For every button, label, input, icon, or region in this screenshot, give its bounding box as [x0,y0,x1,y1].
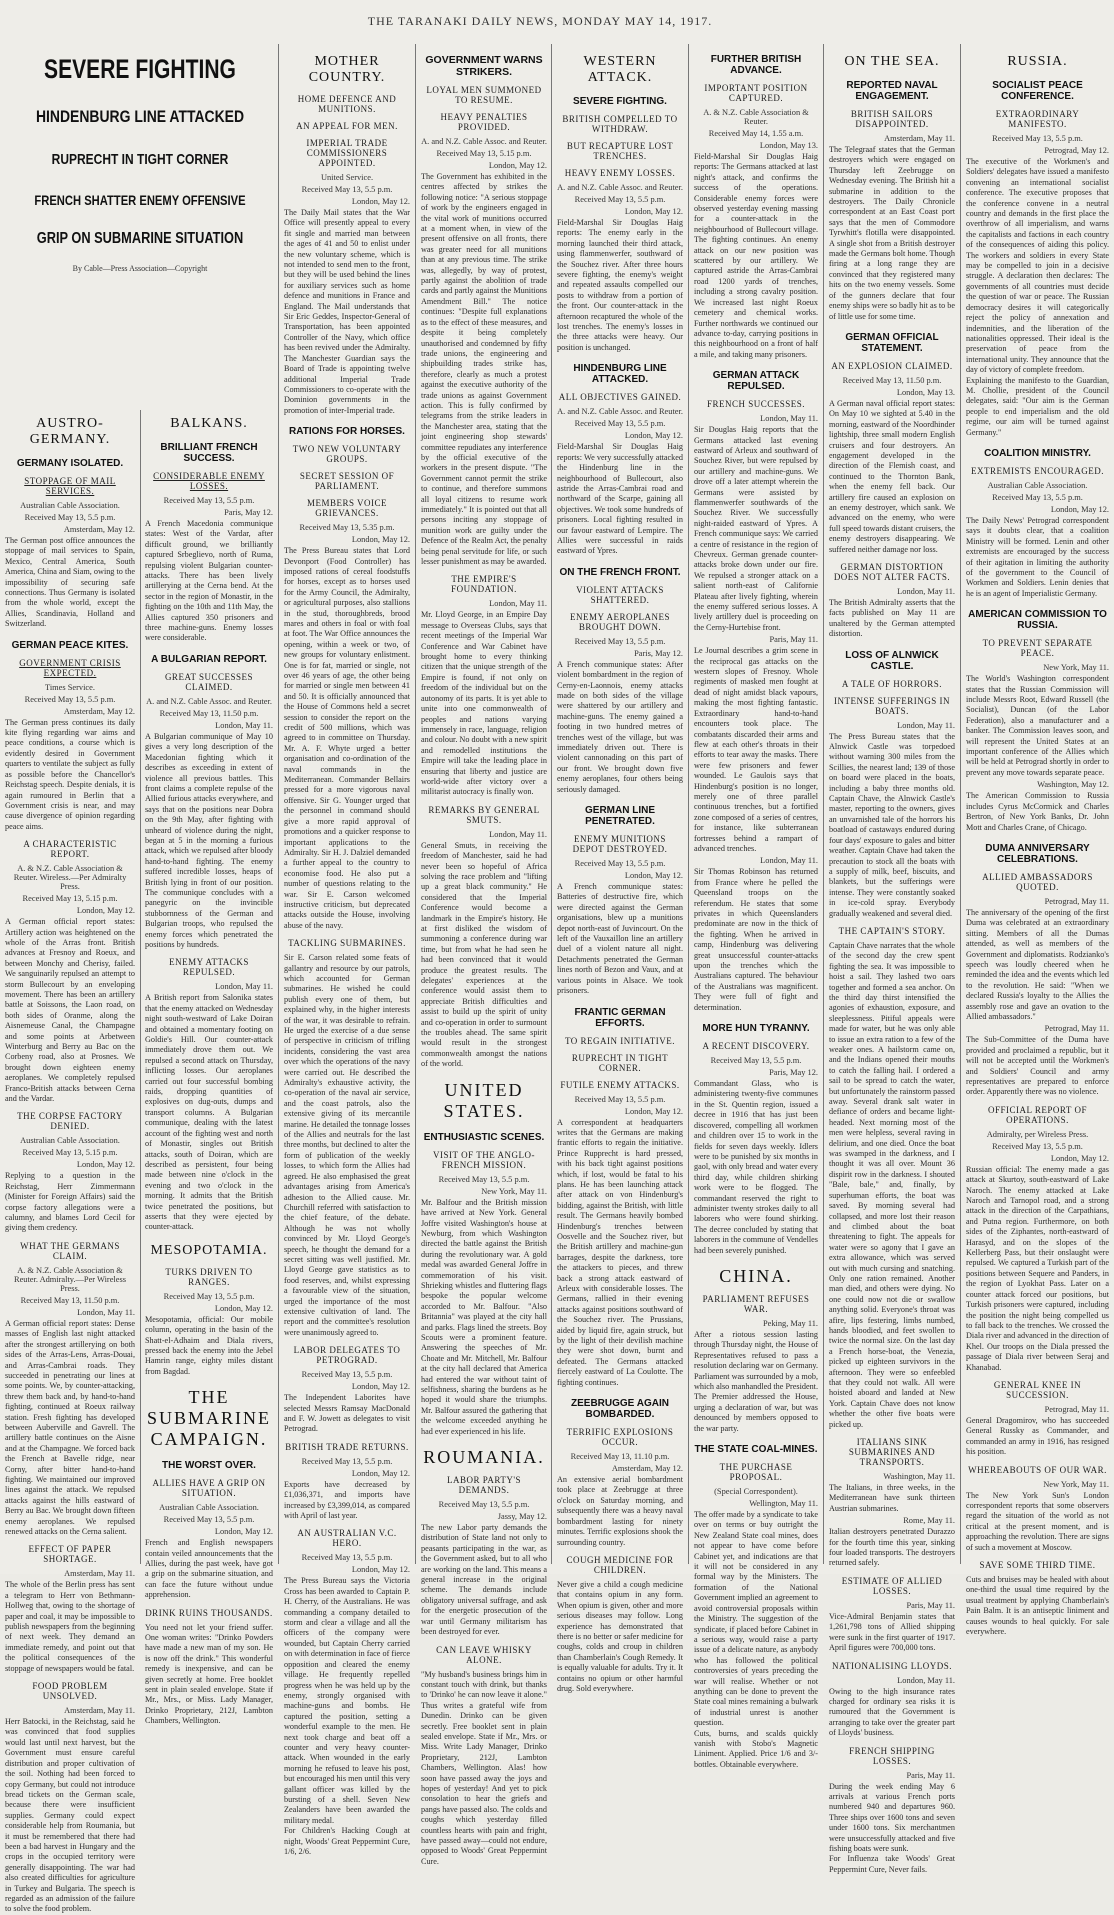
article-body: Herr Batocki, in the Reichstag, said he was convinced that food supplies would last until next harvest, but the Government must ensure careful distribution and proper cultivation of the soil. Nothing had been forced to copy Germany, but could not introduce bread tickets on the German scale, because there were insufficient supplies. Germany could expect considerable help from Roumania, but it must be remembered that there had been a bad harvest in Hungary and the crops in the occupied territory were generally disappointing. The war had also created difficulties for agriculture in Turkey and Bulgaria. The speech is regarded as an admission of the failure to solve the food problem. [5,1717,135,1914]
article-body: Field-Marshal Sir Douglas Haig reports: The enemy early in the morning launched their third attack, using flammenwerfer, southward of the Souchez river. After three hours severe fighting, the enemy's weight and repeated assaults compelled our posts to withdraw from a portion of the front. Our counter-attack in the afternoon recaptured the whole of the lost trenches. The enemy's losses in the three attacks were heavy. Our position is unchanged. [557,218,683,352]
subheading: THE CAPTAIN'S STORY. [838,925,946,936]
article-body: Italian destroyers penetrated Durazzo for the fourth time this year, sinking four loaded transports. The destroyers returned safely. [829,1527,955,1568]
article-body: The British Admiralty asserts that the facts published on May 11 are unaltered by the German attempted distortion. [829,598,955,639]
received: Received May 13, 11.50 p.m. [159,708,259,718]
article-body: The new Labor party demands the distribution of State land not only to peasants participating in the war, as the Government asked, but to all who are working on the land. This means a general increase in the original scheme. The demands include obligatory universal suffrage, and ask for the energetic prosecution of the war until Germany militarism has been destroyed for ever. [421,1523,547,1637]
dateline: Amsterdam, May 12. [63,525,135,534]
article-title: GERMANY ISOLATED. [16,458,124,469]
article-body: After a riotous session lasting through Thursday night, the House of Representatives refused to pass a resolution declaring war on Germany. Parliament was surrounded by a mob, which also manhandled the President. The Premier addressed the House, urging a declaration of war, but was denounced by members opposed to the war party. [694,1329,818,1433]
article-body: Mr. Lloyd George, in an Empire Day message to Overseas Clubs, says that recent meetings of the Imperial War Conference and War Cabinet have brought home to every thinking citizen that the unique strength of the Empire is found, if not only on freedom of the individual but on the autonomy of its parts. It is yet able to unite into one commonwealth of peoples and nations varying immensely in race, language, religion and colour. No doubt with a new spirit and remodelled institutions the Empire will take the leading place in ensuring that liberty and justice are world-wide after victory over a militarist autocracy is finally won. [421,610,547,797]
dateline: London, May 11. [760,856,818,866]
credit: Australian Cable Association. [159,1503,259,1513]
dateline: London, May 12. [351,197,410,206]
subheading: TO PREVENT SEPARATE PEACE. [982,638,1093,659]
headline-ruprecht: RUPRECHT IN TIGHT CORNER [51,151,229,168]
credit: United Service. [320,173,374,182]
article-body: General Smuts, in receiving the freedom of Manchester, said he had never been so hopeful of Africa solving the race problem and "lifting up a great black community." He considered that the Imperial Conference would become a landmark in the Empire's history. He at first disliked the wisdom of summoning a conference during war time, but from what he had seen he had been convinced that it would produce the greatest results. The delegates' experiences at the conference would assist them to appreciate British difficulties and assist to build up the spirit of unity and co-operation in order to surmount the troubles ahead. The same spirit would result in the strongest commonwealth amongst the nations of the world. [421,840,547,1069]
dateline: Amsterdam, May 12. [611,1464,683,1474]
article-body: General Dragomirov, who has succeeded General Russky as Commander, and commanded an army in 1916, has resigned his position. [966,1415,1109,1457]
article-title: SOCIALIST PEACE CONFERENCE. [992,80,1083,102]
column-western-attack [552,44,688,1693]
article-body: Explaining the manifesto to the Guardian, M. Chollie, president of the Council delegates, said: "Our aim is the German people to end imperialism and the old regime, our aim will be turned against Germany." [966,375,1109,437]
subheading: GERMAN DISTORTION DOES NOT ALTER FACTS. [833,562,951,582]
headline-submarine: GRIP ON SUBMARINE SITUATION [36,230,244,247]
subheading: TACKLING SUBMARINES. [288,938,406,949]
received: Received May 13, 5.15 p.m. [22,894,118,904]
article-body: A British report from Salonika states that the enemy attacked on Wednesday night south-westward of Lake Doiran and obtained a momentary footing on Goldie's Hill. Our counter-attack immediately drove them out. We repulsed a second attack on Thursday, inflicting losses. Our aeroplanes carried out four successful bombing raids, dropping quantities of explosives on dug-outs, dumps and transport columns. A Bulgarian communique, dealing with the latest account of the fighting west and north of Monastir, singles out British attacks, south of Doiran, which are described as persistent, four being made between nine o'clock in the evening and two o'clock in the morning. It admits that the British twice penetrated the positions, but asserts that they were ejected by counter-attack. [145,993,273,1232]
article-title: GOVERNMENT WARNS STRIKERS. [425,54,543,78]
dateline: London, May 11. [77,1307,135,1317]
dateline: Paris, May 12. [769,1068,818,1078]
subheading: A CHARACTERISTIC REPORT. [23,839,117,860]
dateline: London, May 11. [489,829,547,839]
subheading: ALL OBJECTIVES GAINED. [558,392,682,403]
article-body: The Sub-Committee of the Duma have provided and proclaimed a republic, but it will not be accepted until the Workmen's and Soldiers' Council and army representatives are prepared to enforce order. Apparently there was no violence. [966,1035,1109,1097]
dateline: London, May 11. [897,587,955,596]
credit: A. and N.Z. Cable Assoc. and Reuter. [557,183,683,192]
dateline: London, May 12. [76,906,135,916]
subheading: BUT RECAPTURE LOST TRENCHES. [566,141,674,161]
dateline: London, May 12. [351,1565,410,1575]
subheading: ITALIANS SINK SUBMARINES AND TRANSPORTS. [848,1437,936,1468]
article-body: The Press Bureau states that the Alnwick Castle was torpedoed without warning 300 miles from the Scillies, the nearest land; 139 of those on board were placed in the boats, including a baby three months old. Captain Chave, the Alnwick Castle's master, reporting to the owners, gives an unvarnished tale of the horrors his boatload of castaways endured during four days' exposure to gales and bitter weather. Captain Chave had taken the precaution to stock all the boats with a supply of milk, beef, biscuits, and blankets, but the sufferings were intense. They were constantly soaked in ice-cold spray. Everybody gradually weakened and several died. [829,731,955,918]
article-title: A BULGARIAN REPORT. [151,653,267,665]
article-body: Mesopotamia, official: Our mobile column, operating in the basin of the Shatt-el-Adhaim and Diala rivers, pressed back the enemy into the Jebel Hamrin range, eighty miles distant from Bagdad. [145,1314,273,1376]
credit: Times Service. [45,682,95,692]
headline-hindenburg: HINDENBURG LINE ATTACKED [35,107,245,126]
dateline: London, May 12. [351,1468,410,1478]
dateline: London, May 11. [215,720,273,730]
subheading: HEAVY ENEMY LOSSES. [564,168,676,178]
dateline: London, May 12. [214,1303,273,1313]
article-body: A German official report states: Artillery action was heightened on the whole of the Arras front. British advances at Fresnoy and Roeux, and between Monchy and Cherisy, failed. We sanguinarily repulsed an attempt to storm Bullecourt by an enveloping movement. There has been an artillery battle at Soissons, the Laon road, on both sides of Oranme, along the Aisnemeuse Canal, the Champagne and some points at Arbetween Winterburg and Berry au Bac on the Corbeny road, also at Prosnes. We brought down eighteen enemy aeroplanes. We completely repulsed Franco-British attacks between Cerna and the Vardar. [5,917,135,1104]
masthead: THE TARANAKI DAILY NEWS, MONDAY MAY 14, 1917. [367,14,713,28]
article-body: The Government has exhibited in the centres affected by strikes the following notice: "A serious stoppage of work by the engineers engaged in the vital work of munitions occurred at a moment when, in view of the present offensive on all fronts, there was greater need for all munitions than at any previous time. The strike was, allegedly, by way of protest, partly against the abolition of trade cards and partly against the Munitions Amendment Bill." The notice continues: "Despite full explanations as to the effect of these measures, and despite it being completely unauthorised and condemned by fifty trade unions, the engineering and shipbuilding trades strike has, therefore, clearly as much a protest against the executive authority of the trade unions as against Government action. This is fully confirmed by telegrams from the strike leaders in the Manchester area, stating that the joint engineering shop stewards' committee repudiates any interference by the official executive of the workers in the present dispute. "The Government cannot permit the strike to continue, and therefore summons all loyal citizens to resume work immediately." It is pointed out that all persons inciting any stoppage of munition work are guilty under the Defence of the Realm Act, the penalty being penal servitude for life, or such lesser punishment as may be awarded. [421,172,547,567]
credit: A. & N.Z. Cable Association & Reuter. [703,108,809,126]
subheading: STOPPAGE OF MAIL SERVICES. [24,476,116,496]
dateline: Petrograd, May 11. [1044,896,1109,906]
credit: A. and N.Z. Cable Assoc. and Reuter. [557,407,683,417]
section-title: ROUMANIA. [423,1447,545,1468]
dateline: London, May 12. [351,1382,410,1392]
subheading: DRINK RUINS THOUSANDS. [145,1607,273,1618]
subheading: TWO NEW VOLUNTARY GROUPS. [292,444,402,465]
subheading: PARLIAMENT REFUSES WAR. [702,1293,810,1314]
article-body: Mr. Balfour and the British mission have arrived at New York. General Joffre visited Washington's house at Newburg, from which Washington directed the battle against the British during the revolutionary war. A gold medal was awarded General Joffre in commemoration of his visit. Shrieking whistles and fluttering flags bespoke the popular welcome accorded to Mr. Balfour. "Also Britannia" was played at the city hall and parks. Flags lined the streets. Boy Scouts were a prominent feature. Answering the speeches of Mr. Choate and Mr. Mitchell, Mr. Balfour at the city hall declared that America had entered the war without taint of selfishness, sharing the burdens as he hoped it would share the triumphs. Mr. Balfour assured the gathering that the welcome exceeded anything he had ever experienced in his life. [421,1197,547,1436]
credit: (Special Correspondent). [714,1487,798,1497]
received: Received May 13, 5.15 p.m. [436,149,532,158]
dateline: London, May 11. [897,720,955,730]
article-body: The Independent Laborites have selected Messrs Ramsay MacDonald and F. W. Jowett as delegates to visit Petrograd. [284,1393,410,1434]
dateline: Paris, May 11. [906,1600,955,1610]
received: Received May 13, 5.5 p.m. [992,492,1083,502]
article-body: A correspondent at headquarters writes that the Germans are making frantic efforts to regain the initiative. Prince Rupprecht is hard pressed, with his back tight against positions which, if lost, would be fatal to his plans. He has been launching attack after attack on von Hindenburg's bidding, against the British, with little result. The Germans heavily bombed Hindenburg's trenches between Oosvelle and the Souchez river, but the British artillery and machine-gun barrages, despite the darkness, tore the attackers to pieces, and threw back a strong attack eastward of Arleux with considerable losses. The Germans, rallied in their evening attacks against positions southward of the Souchez river. The Prussians, aided by liquid fire, again struck, but by the light of their devilish machine they were shot down, burnt and defeated. The Germans attacked fiercely eastward of La Coulotte. The fighting continues. [557,1117,683,1387]
advertisement: Cuts, burns, and scalds quickly vanish with Stobo's Magnetic Liniment. Applied. Price 1/6 and 3/- bottles. Obtainable everywhere. [694,1728,818,1769]
article-body: The German post office announces the stoppage of mail services to Spain, Mexico, Central America, South America, China and Siam, owing to the impossibility of securing safe connections. Thus Germany is isolated from the whole world, except the Allies, Scandinavia, Holland and Switzerland. [5,536,135,629]
advertisement: "My husband's business brings him in constant touch with drink, but thanks to 'Drinko' he can now leave it alone." Thus writes a grateful wife from Dunedin. Drinko can be given secretly. Free booklet sent in plain sealed envelope. State if Mr., Mrs. or Miss. Write Lady Manager, Drinko Proprietary, 212J, Lambton Chambers, Wellington. Alas! how soon have passed away the joys and hopes of yesterday! And yet to pick consolation to hear the griefs and pangs have passed also. The colds and coughs which yesterday filled countless hearts with pain and fright, have passed away—could not endure, opposed to Woods' Great Peppermint Cure. [421,1669,547,1866]
dateline: Amsterdam, May 11. [884,134,955,143]
subheading: LABOR PARTY'S DEMANDS. [446,1475,522,1496]
subheading: THE EMPIRE'S FOUNDATION. [451,574,517,595]
subheading: ALLIES HAVE A GRIP ON SITUATION. [152,1478,266,1499]
dateline: Paris, May 12. [224,508,273,517]
column-russia [961,44,1114,1637]
section-title: ON THE SEA. [844,54,940,69]
credit: A. and N.Z. Cable Assoc. and Reuter. [421,137,547,146]
subheading: BRITISH COMPELLED TO WITHDRAW. [562,114,678,134]
article-title: SEVERE FIGHTING. [573,96,667,107]
section-title: MESOPOTAMIA. [150,1242,268,1258]
article-body: A German official report states: Dense masses of English last night attacked after the strongest artillerying on both sides of the Arras-Lens, Arras-Douai, and Arras-Cambrai roads. They succeeded in penetrating our lines at some points. We, by counter-attacking, threw them back and, by hand-to-hand fighting, continued at Roeux railway station. Fresh fighting has developed between Auberville and Gavrell. The artillery battle continues on the Aisne and at the Champagne. We forced back the French at Bavelle ridge, near Corny, after bitter hand-to-hand fighting. We maintained our improved lines against the attack. We repulsed attacks against the hills eastward of Berry au Bac. We brought down fifteen enemy aeroplanes. We repulsed renewed attacks on the Cerna salient. [5,1318,135,1536]
credit: Australian Cable Association. [20,501,120,510]
dateline: London, May 13. [759,141,818,150]
received: Received May 13, 11.50 p.m. [842,375,942,385]
article-title: THE WORST OVER. [162,1460,256,1472]
dateline: Petrograd, May 11. [1044,1404,1109,1414]
column-government-warns [416,44,552,1866]
received: Received May 13, 5.5 p.m. [992,134,1083,143]
article-title: MORE HUN TYRANNY. [702,1023,810,1035]
received: Received May 13, 5.5 p.m. [301,1456,393,1466]
received: Received May 13, 5.15 p.m. [22,1148,118,1158]
headline-french-shatter: FRENCH SHATTER ENEMY OFFENSIVE [34,192,246,208]
article-body: A French communique states: Batteries of destructive fire, which were directed against the German organisations, blew up a munitions depot north-east of Juvincourt. On the left of the Vauxaillon line an artillery duel of a violent nature all night. Detachments penetrated the German lines north of Bezon and Vaux, and at various points in Alsace. We took prisoners. [557,882,683,996]
received: Received May 13, 5.5 p.m. [163,1515,255,1525]
dateline: London, May 12. [488,161,547,170]
article-body: Owing to the high insurance rates charged for ordinary sea risks it is rumoured that the Government is arranging to take over the greater part of Lloyds' business. [829,1686,955,1738]
received: Received May 13, 5.5 p.m. [992,1141,1083,1151]
article-body: During the week ending May 6 arrivals at various French ports numbered 940 and departures 960. Three ships over 1600 tons and seven under 1600 tons. Six merchantmen were unsuccessfully attacked and five fishing boats were sunk. [829,1781,955,1853]
article-title: ON THE FRENCH FRONT. [559,566,681,578]
subheading: LOYAL MEN SUMMONED TO RESUME. [426,85,542,105]
credit: A. & N.Z. Cable Association & Reuter. Admiralty.—Per Wireless Press. [13,1265,126,1293]
article-body: The Press Bureau states that Lord Devonport (Food Controller) has imposed rations of cereal foodstuffs for horses, except as to horses used for the Army Council, the Admiralty, or agricultural purposes, also stallions in the stud, thoroughbreds, brood mares and others in foal or with foal at foot. The War Office announces the opening, within a week or two, of new groups for voluntary enlistment. One is for fat, married or single, not over 46 years of age, the other being for married or single men between 41 and 50. It is officially announced that the House of Commons held a secret session to consider the report on the credit of 500 millions, which was agreed to in committee on Thursday. Mr. A. F. Whyte urged a better organisation and co-ordination of the naval commands in the Mediterranean. Commander Bellairs pressed for a more vigorous naval offensive. Sir G. Younger urged that the personnel in command should give a more rapid approval of promotions and a quicker response to important applications to the Admiralty. Sir H. J. Dalziel demanded a further appeal to the country to economise food. He also put a number of questions relating to the war. Sir E. Carson welcomed instructive criticism, but deprecated attacks outside the House, involving abuse of the navy. [284,546,410,930]
dateline: London, May 12. [1050,504,1109,514]
dateline: London, May 11. [489,599,547,609]
dateline: New York, May 11. [1043,1479,1109,1489]
article-title: ZEEBRUGGE AGAIN BOMBARDED. [571,1398,669,1421]
advertisement: For Children's Hacking Cough at night, Woods' Great Peppermint Cure, 1/6, 2/6. [284,1826,410,1856]
received: Received May 13, 5.35 p.m. [299,523,395,533]
article-title: ENTHUSIASTIC SCENES. [423,1131,545,1143]
dateline: Jassy, May 12. [497,1512,547,1522]
subheading: ENEMY AEROPLANES BROUGHT DOWN. [570,611,670,632]
subheading: RUPRECHT IN TIGHT CORNER. [571,1052,669,1073]
article-body: The World's Washington correspondent states that the Russian Commission will include Messrs Root, Edward Russell (the Socialist), Duncan (of the Labor Federation), also a manufacturer and a banker. The Commission leaves soon, and will represent the United States at an important conference of the Allies which will be held at Petrograd shortly in order to prevent any move towards separate peace. [966,674,1109,777]
subheading: WHAT THE GERMANS CLAIM. [20,1240,120,1261]
article-body: A French Macedonia communique states: West of the Vardar, after difficult ground, we brilliantly captured Srbeglievo, north of Ruma, repulsing violent Bulgarian counter-attacks. There has been lively artillerying at the Cerna bend. At the sector in the region of Monastir, in the fighting on the 10th and 11th May, the Allies captured 350 prisoners and three machine-guns. Enemy losses were considerable. [145,519,273,643]
subheading: OFFICIAL REPORT OF OPERATIONS. [988,1104,1087,1125]
credit: A. & N.Z. Cable Association & Reuter. Wireless.—Per Admiralty Press. [13,864,127,892]
article-title: GERMAN PEACE KITES. [11,639,129,651]
advertisement: Cuts and bruises may be healed with about one-third the usual time required by the usual treatment by applying Chamberlain's Pain Balm. It is an antiseptic liniment and causes wounds to heal quickly. For sale everywhere. [966,1575,1109,1637]
article-title: BRILLIANT FRENCH SUCCESS. [160,442,258,464]
dateline: Paris, May 11. [769,635,818,645]
article-body: The Daily Mail states that the War Office will presently appeal to every fit single and married man between the ages of 41 and 50 to enlist under the new voluntary scheme, which is not intended to send men to the front, but they will be used behind the lines for auxiliary services such as home defence and munitions in France and England. The Mail understands that Sir Eric Geddes, Inspector-General of Transportation, has been appointed Controller of the Navy, which office has been revived under the Admiralty. The Manchester Guardian says the Board of Trade is appointing twelve additional Imperial Trade Commissioners to co-operate with the Dominion governments in the promotion of inter-Imperial trade. [284,208,410,415]
dateline: London, May 11. [760,414,818,424]
dateline: London, May 11. [215,982,273,992]
section-title: THE SUBMARINE CAMPAIGN. [146,1387,271,1450]
article-body: The Press Bureau says the Victoria Cross has been awarded to Captain P. H. Cherry, of the Australians. He was commanding a company detailed to storm and clear a village and all the officers of the company were wounded, but Captain Cherry carried on with determination in face of fierce opposition and cleared the enemy village. He frequently repelled progress when he was held up by the enemy, strongly organised with machine-guns and bombs. He captured the position, setting a wonderful example to the men. He next took charge and beat off a counter and very heavy counter-attack. When wounded in the early morning he refused to leave his post, but encouraged his men until this very gallant officer was killed by the bursting of a shell. Seven New Zealanders have been awarded the military medal. [284,1576,410,1825]
article-body: The Daily News' Petrograd correspondent says it doubts clear, that a coalition Ministry will be formed. Lenin and other extremists are encouraged by the success of their agitation in limiting the authority of the government to the Council of Workmen and Soldiers. Lenin denies that he is an agent of Imperialistic Germany. [966,515,1109,598]
subheading: BRITISH TRADE RETURNS. [285,1441,409,1452]
article-body: Commandant Glass, who is administering twenty-five communes in the St. Quentin region, issued a decree in 1916 that has just been discovered, compelling all workmen and children over 15 to work in the fields for seven days weekly. Idlers were to be punished by six months in gaol, with only bread and water every third day, while children shirking work were to be flogged. The commandant reserved the right to administer twenty strokes daily to all laborers who were found shirking. The decree concluded by stating that laborers in the commune of Vendelles had been severely punished. [694,1079,818,1255]
dateline: Amsterdam, May 11. [64,1706,135,1716]
subheading: A TALE OF HORRORS. [841,678,943,689]
subheading: AN AUSTRALIAN V.C. HERO. [297,1528,397,1549]
column-mother-country [279,44,415,1856]
column-further-advance [689,44,823,1769]
section-title: AUSTRO-GERMANY. [29,416,111,447]
subheading: TERRIFIC EXPLOSIONS OCCUR. [566,1427,674,1448]
credit: A. and N.Z. Cable Assoc. and Reuter. [146,696,272,706]
subheading: VISIT OF THE ANGLO-FRENCH MISSION. [433,1149,535,1170]
received: Received May 13, 5.5 p.m. [301,185,393,194]
article-body: Captain Chave narrates that the whole of the second day the crew spent fighting the sea. It was impossible to hoist a sail. They lashed two oars together and formed a sea anchor. On the third day thirst intensified the agonies of exhaustion, exposure, and sleeplessness. Pitiful appeals were made for water, but he was only able to issue an extra ration to a few of the weaker ones. A hailstorm came on, and the Indians opened their mouths to catch the falling hail. I ordered a sail to be spread to catch the water, but unfortunately the rainstorm passed away. Several drank salt water in defiance of orders and became light-headed. Next morning most of the men were helpless, several raving in delirium, and one died. Once the boat was swamped in the darkness, and I thought it was all over. Mount 36 dispirit row in the darkness. I shouted "Bale, bale," and, finally, by superhuman efforts, the boat was saved. By morning several had collapsed, and more lost their reason and climbed about the boat threatening to fight. The appeals for water were so agony that I gave an extra allowance, which was served out with much cursing and snatching. Only one ration remained. Another man died, and others were dying. No one could now not die or swallow anything solid. Everyone's throat was afire, lips festering, limbs numbed, hands bloodied, and feet swollen to twice the normal size. On the last day a French horse-boat, the Venezia, picked up eighteen survivors in the afternoon. They were so enfeebled that they could not walk. All were hoisted aboard and landed at New York. Captain Chave does not know whether the other five boats were picked up. [829,940,955,1429]
article-title: AMERICAN COMMISSION TO RUSSIA. [968,609,1107,632]
article-title: HINDENBURG LINE ATTACKED. [573,363,667,386]
dateline: Rome, May 11. [903,1516,955,1526]
subheading: BRITISH SAILORS DISAPPOINTED. [850,109,934,129]
article-title: FURTHER BRITISH ADVANCE. [710,54,802,76]
dateline: Petrograd, May 11. [1044,1024,1109,1034]
dateline: Washington, May 12. [1037,780,1109,790]
article-title: DUMA ANNIVERSARY CELEBRATIONS. [985,842,1090,865]
dateline: New York, May 11. [481,1186,547,1196]
article-body: The Italians, in three weeks, in the Mediterranean have sunk thirteen Austrian submarines. [829,1483,955,1513]
article-body: Russian official: The enemy made a gas attack at Skurtoy, south-eastward of Lake Naroch. The enemy attacked at Lake Naroch and Tarnopol road, and a strong attack in the direction of the Carpathians, and Putna region. Furthermore, on both sides of the Ziphantes, north-eastward of Harasyd, and on the slopes of the Kellerberg Pass, but their onslaught were repulsed. We captured a Turkish part of the positions between Sequere and Panders, in the region of Lyokhat Pass. Later on a counter attack forced our positions, but Turkish prisoners were captured, including the position the night being compelled us to fall back to the trenches. We crossed the Diala river and advanced in the direction of Khel. Our troops on the Diala pressed the passage of Diala river between Seraj and Khanabad. [966,1164,1109,1372]
dateline: London, May 12. [351,535,410,545]
article-body: The American Commission to Russia includes Cyrus McCormick and Charles Bertron, of New York Banks, Dr. John Mott and Charles Crane, of Chicago. [966,791,1109,832]
subheading: LABOR DELEGATES TO PETROGRAD. [293,1345,401,1366]
column-balkans [140,406,278,1726]
article-title: FRANTIC GERMAN EFFORTS. [574,1006,666,1029]
received: Received May 14, 1.55 a.m. [708,129,804,138]
subheading: IMPERIAL TRADE COMMISSIONERS APPOINTED. [306,138,388,168]
credit: Australian Cable Association. [987,480,1088,490]
article-title: GERMAN OFFICIAL STATEMENT. [845,331,939,354]
subheading: NATIONALISING LLOYDS. [832,1660,952,1671]
subheading: GOVERNMENT CRISIS EXPECTED. [19,657,121,678]
article-title: GERMAN ATTACK REPULSED. [712,370,800,393]
article-title: RATIONS FOR HORSES. [289,426,405,438]
article-body: Field-Marshal Sir Douglas Haig reports: The Germans attacked at last night's attack, and confirms the success of the operations. Considerable enemy forces were observed yesterday evening massing for a counter-attack in the neighbourhood of Bullecourt village. The fighting continues. An enemy attack on our new position was scattered by our artillery. We captured astride the Arras-Cambrai road 1200 yards of trenches, including a strong cavalry position. We increased last night Roeux cemetery and chemical works. Further northwards we continued our advance to-day, carrying positions in this neighbourhood on a front of half a mile, and taking many prisoners. [694,152,818,359]
subheading: AN APPEAL FOR MEN. [296,121,398,131]
subheading: THE CORPSE FACTORY DENIED. [17,1111,123,1132]
subheading: EXTRAORDINARY MANIFESTO. [995,109,1080,129]
dateline: London, May 12. [624,431,683,441]
credit: Admiralty, per Wireless Press. [986,1129,1089,1139]
dateline: London, May 12. [214,1527,273,1537]
dateline: London, May 12. [624,207,683,216]
subheading: TO REGAIN INITIATIVE. [564,1035,676,1046]
article-body: A German naval official report states: On May 10 we sighted at 5.40 in the morning, eastward of the Noordhinder lightship, three small modern English cruisers and four destroyers. An engagement developed in the direction of the Flemish coast, and continued to the Thornton Bank, when the enemy fell back. Our artillery fire caused an explosion on an enemy destroyer, which sank. We advanced on the enemy, who were full speed towards distant cruisers, the enemy destroyers disappearing. We suffered neither damage nor loss. [829,398,955,554]
received: Received May 13, 5.5 p.m. [163,496,255,505]
article-body: The offer made by a syndicate to take over on terms or buy outright the New Zealand State coal mines, does not appear to have come before Cabinet yet, and indications are that it will not be considered in any formal way by the Ministers. The formation of the National Government implied an agreement to avoid controversial proposals within the Ministry. The suggestion of the syndicate, if placed before Cabinet in a serious way, would raise a party issue of a delicate nature, as anybody who has followed the political controversies of years preceding the war will realise. Whether or not anything can be done to prevent the State coal mines remaining a bulwark of industrial unrest is another question. [694,1510,818,1728]
article-title: GERMAN LINE PENETRATED. [585,805,655,828]
subheading: VIOLENT ATTACKS SHATTERED. [576,584,664,605]
article-body: A French communique states: After violent bombardment in the region of Cerny-en-Laonnois, enemy attacks made on both sides of the village were shattered by our artillery and machine-guns. The enemy gained a footing in two hundred metres of trenches west of the village, but was immediately driven out. There is violent cannonading on this part of our front. We brought down five enemy aeroplanes, four others being seriously damaged. [557,659,683,794]
article-body: A Bulgarian communique of May 10 gives a very long description of the Macedonian fighting which it describes as exceeding in extent of violence all previous battles. This front claims a complete repulse of the Allied furious attacks everywhere, and says that on the positions near Dobra on the 9th May, after fighting with unheard of violence during the night, began at 5 in the morning a furious attack, which we repulsed after bloody hand-to-hand fighting. The enemy suffered incredible losses, heaps of British lying in front of our position. The communique concludes with a panegyric on the invincible stubbornness of the German and Bulgarian troops, who repulsed the enemy forces which penetrated the positions by hundreds. [145,731,273,949]
article-title: REPORTED NAVAL ENGAGEMENT. [846,80,938,102]
received: Received May 13, 5.5 p.m. [24,694,116,704]
received: Received May 13, 5.5 p.m. [301,1370,393,1380]
subheading: INTENSE SUFFERINGS IN BOATS. [833,695,950,716]
received: Received May 13, 11.50 p.m. [20,1295,120,1305]
subheading: ENEMY MUNITIONS DEPOT DESTROYED. [572,834,668,855]
subheading: ESTIMATE OF ALLIED LOSSES. [841,1575,943,1596]
subheading: THE PURCHASE PROPOSAL. [719,1462,793,1483]
article-body: Exports have decreased by £1,036,371, and imports have increased by £3,399,014, as compared with April of last year. [284,1479,410,1521]
dateline: London, May 12. [624,871,683,881]
section-title: RUSSIA. [1007,54,1068,69]
column-on-the-sea [824,44,960,1874]
subheading: AN EXPLOSION CLAIMED. [831,360,953,371]
received: Received May 13, 11.10 p.m. [570,1452,670,1462]
received: Received May 13, 5.5 p.m. [24,513,116,522]
subheading: GREAT SUCCESSES CLAIMED. [164,671,254,692]
received: Received May 13, 5.5 p.m. [574,859,666,869]
byline: By Cable—Press Association—Copyright [72,264,208,273]
article-body: The whole of the Berlin press has sent a telegram to Herr von Bethmann-Hollweg that, owing to the shortage of paper and coal, it may be impossible to publish newspapers from the beginning of next week. They demand an immediate remedy, and point out that the political consequences of the stoppage of newspapers would be fatal. [5,1580,135,1673]
article-body: Sir Thomas Robinson has returned from France where he pelled the Queensland troops on the referendum. He states that some privates in which Queenslanders predominate are now in the thick of the fighting. When he arrived in camp, Hindenburg was delivering great unsuccessful counter-attacks upon the trenches which the Australians captured. The behaviour of the Australians was magnificent. They were full of fight and determination. [694,867,818,1012]
dateline: Washington, May 11. [883,1472,955,1482]
section-title: BALKANS. [170,416,248,431]
received: Received May 13, 5.5 p.m. [163,1291,255,1301]
article-body: The New York Sun's London correspondent reports that some observers regard the situation of the world as not critical at the present moment, and is approaching the revolution. There are signs of such a movement at Moscow. [966,1490,1109,1552]
subheading: FUTILE ENEMY ATTACKS. [560,1079,680,1090]
received: Received May 13, 5.5 p.m. [438,1500,530,1510]
subheading: HOME DEFENCE AND MUNITIONS. [297,94,397,114]
section-title: CHINA. [719,1265,793,1286]
article-body: Le Journal describes a grim scene in the reciprocal gas attacks on the western slopes of Fresnoy. Whole regiments of masked men fought at dead of night amidst black vapours, making the most fighting fantastic. Extraordinary hand-to-hand encounters took place. The combatants discarded their arms and flew at each other's throats in their efforts to tear away the masks. There were few prisoners and fewer wounded. Le Gaulois says that Hindenburg's position is no longer, merely one of three parallel continuous trenches, but a fortified zone composed of a series of centres, for instance, like subterranean fortresses behind a rampart of advanced trenches. [694,646,818,853]
article-body: The anniversary of the opening of the first Duma was celebrated at an extraordinary sitting. Members of all the Dumas attended, as well as members of the Government and diplomatists. Rodzianko's speech was loudly cheered when he reminded the idea and the events which led to the revolution. He said: "When we declared Russia's loyalty to the Allies the assembly rose and gave an ovation to the Allied ambassadors." [966,907,1109,1021]
subheading: MEMBERS VOICE GRIEVANCES. [306,498,388,519]
received: Received May 13, 5.5 p.m. [438,1174,530,1184]
dateline: London, May 11. [897,1675,955,1685]
received: Received May 13, 5.5 p.m. [574,1094,666,1104]
subheading: TURKS DRIVEN TO RANGES. [165,1266,253,1287]
subheading: HEAVY PENALTIES PROVIDED. [440,112,528,132]
article-body: Sir Douglas Haig reports that the Germans attacked last evening eastward of Arleux and southward of Souchez River, but were repulsed by our artillery and machine-guns. We drove off a later attempt wherein the Germans were assisted by flammenwerfer southwards of the Souchez River. We successfully night-raided eastward of Ypres. A French communique says: We carried a centre of resistance in the region of Chevreux. German grenade counter-attacks broke down under our fire. We repulsed a stronger attack on a salient north-east of Californie Plateau after lively fighting, wherein the enemy suffered serious losses. A lively artillery duel is proceeding on the Cerny-Hurtebise front. [694,425,818,632]
dateline: London, May 12. [1050,1153,1109,1163]
article-title: THE STATE COAL-MINES. [694,1444,818,1456]
article-body: French and English newspapers contain veiled announcements that the Allies, during the past week, have got a grip on the submarine situation, and can face the future without undue apprehension. [145,1538,273,1600]
dateline: Paris, May 11. [906,1770,955,1780]
subheading: COUGH MEDICINE FOR CHILDREN. [566,1554,674,1575]
subheading: ENEMY ATTACKS REPULSED. [169,957,249,978]
article-title: LOSS OF ALNWICK CASTLE. [845,649,939,672]
subheading: FRENCH SHIPPING LOSSES. [849,1745,935,1766]
dateline: Paris, May 12. [634,648,683,658]
subheading: CONSIDERABLE ENEMY LOSSES. [153,471,265,491]
section-title: MOTHER COUNTRY. [308,54,386,85]
advertisement: Never give a child a cough medicine that contains opium in any form. When opium is given, other and more serious diseases may follow. Long experience has demonstrated that there is no better or safer medicine for coughs, colds and croup in children than Chamberlain's Cough Remedy. It is equally valuable for adults. Try it. It contains no opium or other harmful drug. Sold everywhere. [557,1579,683,1693]
subheading: EXTREMISTS ENCOURAGED. [970,465,1104,476]
dateline: New York, May 11. [1043,663,1109,673]
article-body: Sir E. Carson related some feats of gallantry and resource by our patrols, which accounted for German submarines. He wished he could publish every one of them, but explained why, in the higher interests of the war, it was desirable to refrain. He urged the exercise of a due sense of perspective in criticism of trifling incidents, considering the vast area over which the operations of the navy were carried out. He described the Admiralty's exhaustive activity, the co-operation of the naval air service, and the coast patrols, also the extensive giving of its mercantile marine. He detailed the tonnage losses of the Allies and neutrals for the last three months, but declined to alter the form of publication of the weekly losses, to which form the Allies had agreed. He also emphasised the great advantages arising from America's adhesion to the Allied cause. Mr. Churchill referred with satisfaction to the chief feature, of the debate. Although he was not wholly convinced by Mr. Lloyd George's speech, he thought the demand for a secret sitting was well justified. Mr. Lloyd George gave statistics as to food reserves, and, whilst expressing a favourable view of the situation, urged the importance of the most extensive cultivation of land. The report and the committee's resolution were unanimously agreed to. [284,953,410,1337]
subheading: FRENCH SUCCESSES. [706,399,806,410]
front-headlines [2,44,278,404]
received: Received May 13, 5.5 p.m. [710,1056,802,1066]
advertisement: For Influenza take Woods' Great Peppermint Cure, Never fails. [829,1854,955,1874]
article-title: COALITION MINISTRY. [984,447,1091,459]
received: Received May 13, 5.5 p.m. [301,1553,393,1563]
article-body: The Telegraaf states that the German destroyers which were engaged on Thursday left Zeebrugge on Wednesday evening. The British hit a submarine in addition to the destroyers. The Daily Chronicle correspondent at an East Coast port says that the men of Commodore Tyrwhitt's flotilla were disappointed. A single shot from a British destroyer made the Germans bolt home. Though firing at a long range they are convinced that they registered many hits on the two enemy vessels. Some of the gunners declare that four enemy ships were so badly hit as to be of little use for some time. [829,145,955,321]
article-body: The executive of the Workmen's and Soldiers' delegates have issued a manifesto convening an international socialist conference. The executive proposes that the conference convene in a neutral country and demands in the first place the overthrow of all imperialism, and warns the capitalists and factions in each country of the consequences of aiding this policy. The workers and soldiers in every State may be compelled to join in a decisive struggle. A declaration then declares: The governments of all countries must decide the question of war or peace. The Russian democracy desires it will categorically reject the policy of annexation and indemnities, and the liberation of the nationalities oppressed. Their ideal is the preservation of peace from the international unity. They announce that the day of victory of complete freedom. [966,157,1109,375]
credit: Australian Cable Association. [20,1136,120,1146]
section-title: WESTERN ATTACK. [583,54,657,85]
subheading: WHEREABOUTS OF OUR WAR. [968,1464,1107,1475]
received: Received May 13, 5.5 p.m. [574,195,666,204]
column-austro-germany [0,406,140,1914]
dateline: London, May 12. [76,1160,135,1170]
subheading: GENERAL KNEE IN SUCCESSION. [993,1379,1082,1400]
subheading: FOOD PROBLEM UNSOLVED. [32,1681,108,1702]
subheading: SAVE SOME THIRD TIME. [979,1560,1096,1570]
subheading: A RECENT DISCOVERY. [702,1041,810,1052]
dateline: Petrograd, May 12. [1044,146,1109,155]
subheading: SECRET SESSION OF PARLIAMENT. [299,471,395,492]
dateline: London, May 12. [624,1106,683,1116]
headline-severe-fighting: SEVERE FIGHTING [44,54,236,84]
subheading: EFFECT OF PAPER SHORTAGE. [28,1544,112,1565]
article-body: Vice-Admiral Benjamin states that 1,261,798 tons of Allied shipping were sunk in the first quarter of 1917. April figures were 700,000 tons. [829,1611,955,1653]
article-body: Replying to a question in the Reichstag, Herr Zimmermann (Minister for Foreign Affairs) said the corpse factory allegations were a calumny, and blames Lord Cecil for giving them credency. [5,1171,135,1233]
dateline: London, May 13. [896,387,955,397]
subheading: REMARKS BY GENERAL SMUTS. [428,804,540,825]
dateline: Amsterdam, May 11. [64,1569,135,1579]
dateline: Amsterdam, May 12. [63,706,135,716]
article-body: The German press continues its daily kite flying regarding war aims and peace conditions, a course which is evidently desired in Government quarters to ventilate the subject as fully as possible before the Chancellor's Reichstag speech. Despite denials, it is again rumoured in Berlin that a Government crisis is near, and may cause divergence of opinion regarding peace aims. [5,717,135,831]
article-body: Field-Marshal Sir Douglas Haig reports: We very successfully attacked the Hindenburg line in the neighbourhood of Bullecourt, also astride the Arras-Cambrai road and northward of the Scarpe, gaining all objectives. We took some hundreds of prisoners. Local fighting resulted in our favour eastward of Lempire. The Allies were successful in raids eastward of Ypres. [557,442,683,556]
advertisement: You need not let your friend suffer. One woman writes: "Drinko Powders have made a new man of my son. He is now off the drink." This wonderful remedy is inexpensive, and can be given secretly at home. Free booklet sent in plain sealed envelope. State if Mr., Mrs., or Miss. Lady Manager, Drinko Proprietary, 212J, Lambton Chambers, Wellington. [145,1622,273,1726]
subheading: IMPORTANT POSITION CAPTURED. [704,83,808,103]
section-title: UNITED STATES. [443,1079,525,1121]
dateline: Peking, May 11. [762,1318,818,1328]
dateline: Wellington, May 11. [749,1499,818,1509]
subheading: CAN LEAVE WHISKY ALONE. [436,1644,532,1665]
article-body: An extensive aerial bombardment took place at Zeebrugge at three o'clock on Saturday morning, and subsequently there was a heavy naval bombardment lasting for ninety minutes. Terrific explosions shook the surrounding country. [557,1475,683,1547]
subheading: ALLIED AMBASSADORS QUOTED. [982,871,1093,892]
received: Received May 13, 5.5 p.m. [574,636,666,646]
received: Received May 13, 5.5 p.m. [574,419,666,429]
